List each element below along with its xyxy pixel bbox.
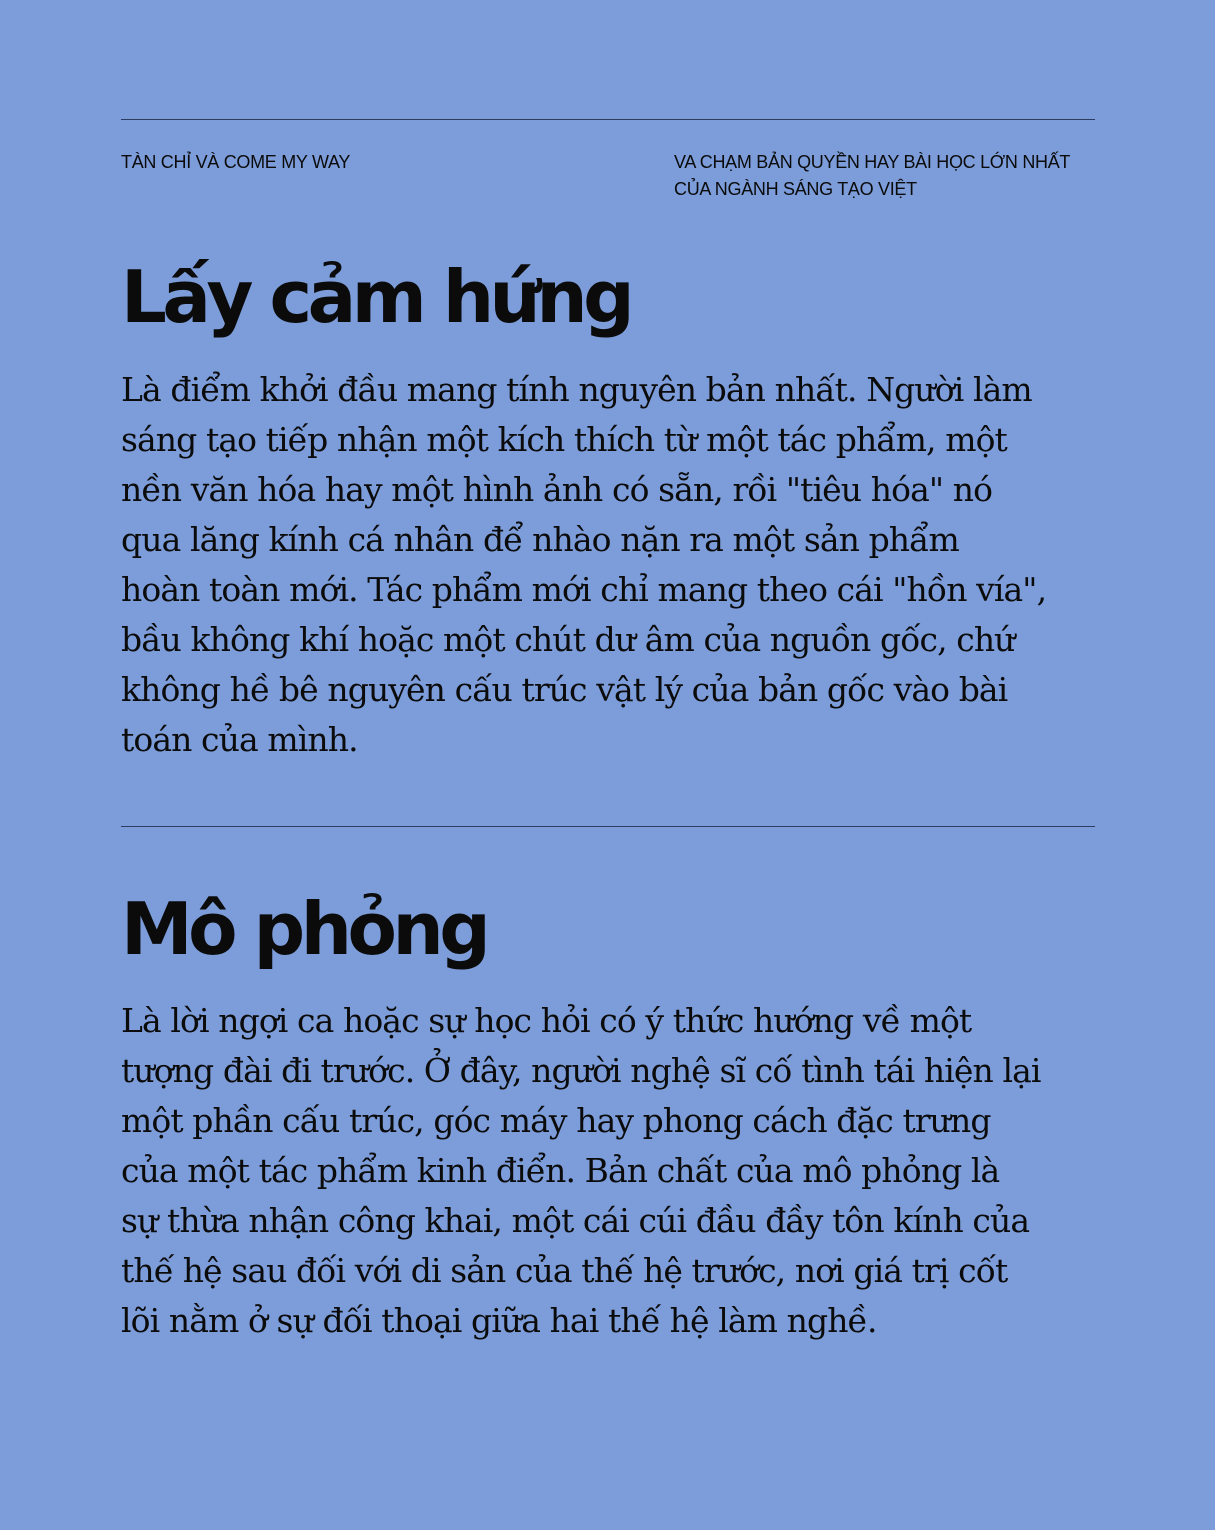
body-line: một phần cấu trúc, góc máy hay phong cách đặc trưng [121,1101,991,1140]
header-series-title: TÀN CHỈ VÀ COME MY WAY [121,152,351,172]
section-body-inspiration [121,365,1095,765]
article-page [121,0,1095,1530]
section-body-imitation [121,996,1095,1346]
body-line: hoàn toàn mới. Tác phẩm mới chỉ mang theo cái "hồn vía", [121,570,1047,609]
section-divider [121,826,1095,827]
body-line: sáng tạo tiếp nhận một kích thích từ một tác phẩm, một [121,420,1007,459]
top-divider [121,119,1095,120]
body-line: không hề bê nguyên cấu trúc vật lý của bản gốc vào bài [121,670,1008,709]
header-article-title [674,149,1095,203]
body-line: lõi nằm ở sự đối thoại giữa hai thế hệ làm nghề. [121,1301,877,1340]
header-article-title-line: CỦA NGÀNH SÁNG TẠO VIỆT [674,179,917,199]
body-line: toán của mình. [121,720,358,759]
body-line: sự thừa nhận công khai, một cái cúi đầu đầy tôn kính của [121,1201,1030,1240]
body-line: nền văn hóa hay một hình ảnh có sẵn, rồi "tiêu hóa" nó [121,470,993,509]
body-line: của một tác phẩm kinh điển. Bản chất của mô phỏng là [121,1151,1000,1190]
body-line: thế hệ sau đối với di sản của thế hệ trước, nơi giá trị cốt [121,1251,1008,1290]
section-heading-imitation: Mô phỏng [121,887,487,971]
header-article-title-line: VA CHẠM BẢN QUYỀN HAY BÀI HỌC LỚN NHẤT [674,152,1071,172]
body-line: bầu không khí hoặc một chút dư âm của nguồn gốc, chứ [121,620,1015,659]
body-line: Là lời ngợi ca hoặc sự học hỏi có ý thức hướng về một [121,1001,972,1040]
body-line: tượng đài đi trước. Ở đây, người nghệ sĩ cố tình tái hiện lại [121,1051,1041,1090]
body-line: Là điểm khởi đầu mang tính nguyên bản nhất. Người làm [121,370,1032,409]
section-heading-inspiration: Lấy cảm hứng [121,255,631,339]
body-line: qua lăng kính cá nhân để nhào nặn ra một sản phẩm [121,520,959,559]
